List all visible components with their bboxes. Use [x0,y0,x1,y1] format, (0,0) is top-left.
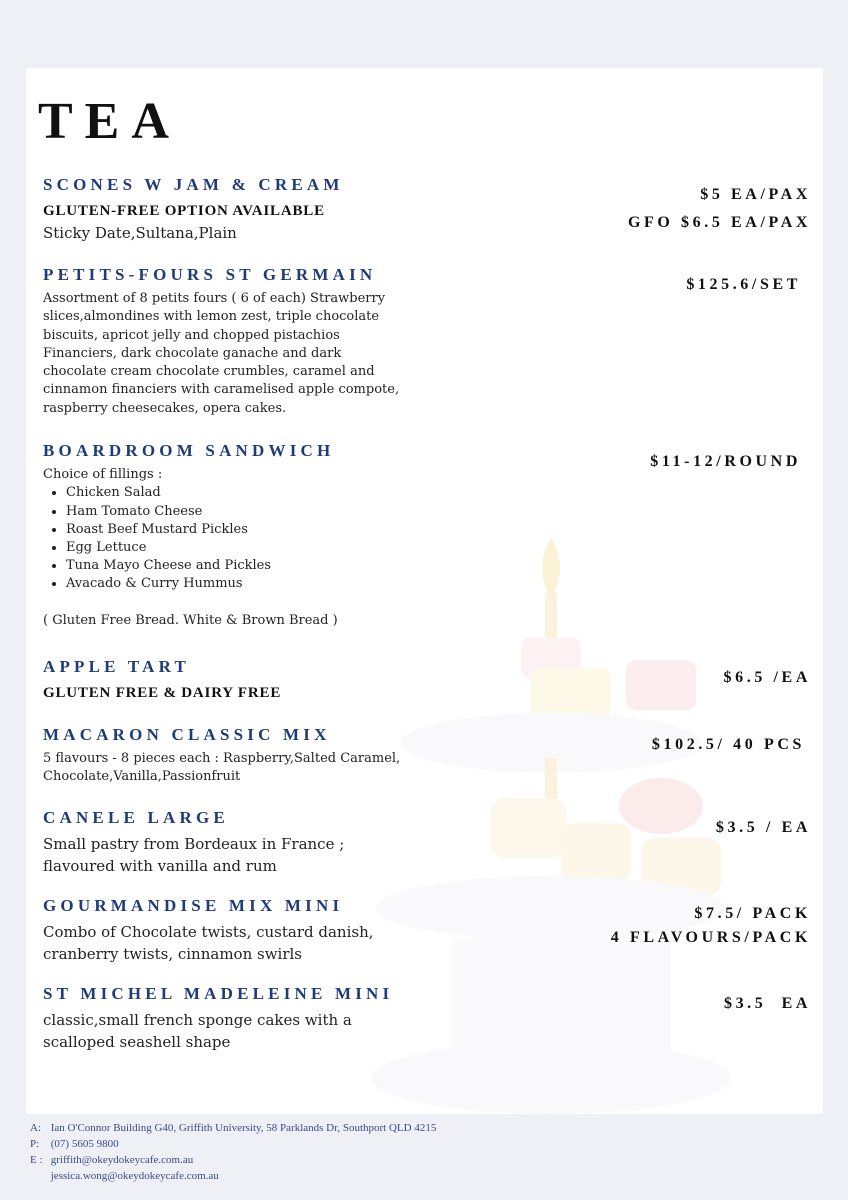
item-price-petits-fours: $125.6/SET [686,276,801,293]
description-line: classic,small french sponge cakes with a [43,1011,352,1029]
item-price-canele: $3.5 / EA [715,819,811,836]
item-name: GOURMANDISE MIX MINI [43,896,344,915]
item-price-apple-tart: $6.5 /EA [723,669,811,686]
fillings-list [43,484,463,593]
item-price-gourmandise [611,902,811,950]
item-name: ST MICHEL MADELEINE MINI [43,984,394,1003]
price-line: $5 EA/PAX [700,186,811,203]
item-name: CANELE LARGE [43,808,229,827]
item-subtitle: GLUTEN-FREE OPTION AVAILABLE [43,203,325,219]
menu-item-boardroom-sandwich [43,440,463,630]
price-line: $7.5/ PACK [694,905,811,922]
description-line: Chocolate,Vanilla,Passionfruit [43,769,241,785]
page-title: TEA [38,93,181,150]
menu-item-canele [43,807,463,877]
item-name: APPLE TART [43,657,191,676]
menu-item-madeleine [43,983,463,1053]
list-item: • Chicken Salad [66,484,463,502]
item-price-macaron: $102.5/ 40 PCS [651,736,805,753]
description-line: Small pastry from Bordeaux in France ; [43,835,345,853]
description-line: scalloped seashell shape [43,1033,231,1051]
item-description: Sticky Date,Sultana,Plain [43,224,237,242]
item-description [43,833,463,877]
menu-item-macaron [43,724,463,787]
item-name: PETITS-FOURS ST GERMAIN [43,265,377,284]
email-link[interactable]: griffith@okeydokeycafe.com.au [50,1154,194,1166]
description-line: Combo of Chocolate twists, custard danish, [43,923,374,941]
price-line: 4 FLAVOURS/PACK [610,929,811,946]
description-line: Assortment of 8 petits fours ( 6 of each) Strawberry [43,291,386,306]
address-row [30,1120,436,1136]
item-name: BOARDROOM SANDWICH [43,441,335,460]
menu-item-scones [43,174,463,244]
list-item: • Avacado & Curry Hummus [66,575,463,593]
description-line: slices,almondines with lemon zest, triple chocolate [43,309,380,325]
list-item: • Roast Beef Mustard Pickles [66,521,463,539]
item-price-madeleine: $3.5 EA [723,995,811,1012]
menu-item-apple-tart [43,656,463,704]
item-intro: Choice of fillings : [43,467,163,482]
description-line: cinnamon financiers with caramelised apple compote, [43,382,400,398]
description-line: raspberry cheesecakes, opera cakes. [43,400,287,416]
phone-label: P: [30,1138,40,1150]
description-line: 5 flavours - 8 pieces each : Raspberry,Salted Caramel, [43,751,401,766]
description-line: flavoured with vanilla and rum [43,857,277,875]
menu-item-gourmandise [43,895,463,965]
contact-footer [30,1120,436,1184]
menu-card [26,68,823,1114]
item-subtitle: GLUTEN FREE & DAIRY FREE [43,685,282,701]
phone-text[interactable]: (07) 5605 9800 [50,1138,119,1150]
description-line: biscuits, apricot jelly and chopped pistachios [43,327,340,343]
email-link[interactable]: jessica.wong@okeydokeycafe.com.au [50,1170,219,1182]
phone-row [30,1136,436,1152]
list-item: • Tuna Mayo Cheese and Pickles [66,557,463,575]
price-line: GFO $6.5 EA/PAX [627,214,811,231]
item-description [43,1009,463,1053]
list-item: • Ham Tomato Cheese [66,503,463,521]
address-text: Ian O'Connor Building G40, Griffith University, 58 Parklands Dr, Southport QLD 4215 [50,1122,437,1134]
description-line: Financiers, dark chocolate ganache and dark [43,345,342,361]
item-description [43,921,463,965]
item-description [43,290,463,418]
email-row-2 [30,1168,436,1184]
list-item: • Egg Lettuce [66,539,463,557]
address-label: A: [30,1122,41,1134]
item-name: MACARON CLASSIC MIX [43,725,331,744]
email-label: E : [30,1154,43,1166]
menu-item-petits-fours [43,264,463,418]
item-note: ( Gluten Free Bread. White & Brown Bread ) [43,612,338,628]
description-line: cranberry twists, cinnamon swirls [43,945,303,963]
email-row [30,1152,436,1168]
item-description [43,750,463,787]
item-price-scones [628,181,811,237]
description-line: chocolate cream chocolate crumbles, caramel and [43,364,375,380]
item-name: SCONES W JAM & CREAM [43,175,344,194]
item-price-boardroom-sandwich: $11-12/ROUND [650,453,801,470]
